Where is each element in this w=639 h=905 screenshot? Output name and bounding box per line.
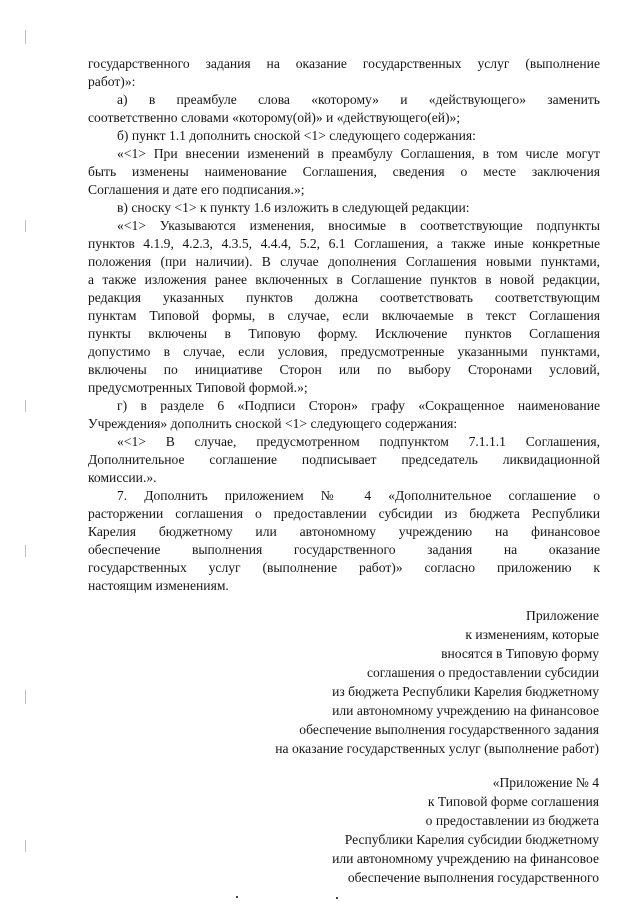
body-line: Учреждения» дополнить сноской <1> следующего содержания: (88, 416, 458, 431)
body-line: включены по инициативе Сторон или по выбору Сторонами условий, (88, 362, 600, 377)
appendix-line: обеспечение выполнения государственного задания (299, 722, 599, 737)
scan-artifact (236, 896, 238, 898)
appendix-line: Приложение (526, 608, 599, 623)
appendix4-line: обеспечение выполнения государственного (347, 870, 599, 885)
body-line: пункты включены в Типовую форму. Исключение пунктов Соглашения (88, 326, 600, 341)
body-line: г) в разделе 6 «Подписи Сторон» графу «Сокращенное наименование (117, 398, 600, 413)
appendix4-line: о предоставлении из бюджета (425, 813, 599, 828)
scan-artifact (336, 897, 338, 899)
appendix-line: из бюджета Республики Карелия бюджетному (332, 684, 599, 699)
appendix4-line: или автономному учреждению на финансовое (332, 851, 599, 866)
appendix4-line: к Типовой форме соглашения (427, 794, 599, 809)
body-line: расторжении соглашения о предоставлении субсидии из бюджета Республики (88, 506, 600, 521)
body-line: допустимо в случае, если условия, предусмотренные указанными пунктами, (88, 344, 600, 359)
appendix-line: соглашения о предоставлении субсидии (366, 665, 599, 680)
body-line: быть изменены наименование Соглашения, сведения о месте заключения (88, 164, 600, 179)
appendix-line: или автономному учреждению на финансовое (332, 703, 599, 718)
appendix-line: на оказание государственных услуг (выполнение работ) (275, 741, 599, 756)
appendix4-line: Республики Карелия субсидии бюджетному (344, 832, 599, 847)
body-line: «<1> В случае, предусмотренном подпунктом 7.1.1.1 Соглашения, (117, 434, 600, 449)
body-line: предусмотренных Типовой формой.»; (88, 380, 308, 395)
scan-artifact (25, 690, 26, 704)
appendix-line: вносятся в Типовую форму (441, 646, 599, 661)
body-line: 7. Дополнить приложением № 4 «Дополнительное соглашение о (117, 488, 600, 503)
body-line: государственных услуг (выполнение работ)» согласно приложению к (88, 560, 600, 575)
appendix4-line: «Приложение № 4 (492, 775, 599, 790)
scan-artifact (25, 30, 26, 44)
body-line: пунктам Типовой формы, в случае, если включаемые в текст Соглашения (88, 308, 600, 323)
body-line: пунктов 4.1.9, 4.2.3, 4.3.5, 4.4.4, 5.2, 6.1 Соглашения, а также иные конкретные (88, 236, 600, 251)
body-line: работ)»: (88, 74, 136, 89)
body-line: обеспечение выполнения государственного задания на оказание (88, 542, 600, 557)
body-line: а также изложения ранее включенных в Соглашение пунктов в новой редакции, (88, 272, 600, 287)
body-line: а) в преамбуле слова «которому» и «действующего» заменить (117, 92, 600, 107)
body-line: комиссии.». (88, 470, 157, 485)
body-line: «<1> Указываются изменения, вносимые в соответствующие подпункты (117, 218, 600, 233)
appendix-line: к изменениям, которые (465, 627, 599, 642)
body-line: «<1> При внесении изменений в преамбулу Соглашения, в том числе могут (117, 146, 600, 161)
body-line: соответственно словами «которому(ой)» и «действующего(ей)»; (88, 110, 461, 125)
body-line: в) сноску <1> к пункту 1.6 изложить в следующей редакции: (117, 200, 470, 215)
body-line: редакция указанных пунктов должна соответствовать соответствующим (88, 290, 600, 305)
body-line: б) пункт 1.1 дополнить сноской <1> следующего содержания: (117, 128, 476, 143)
body-line: государственного задания на оказание государственных услуг (выполнение (88, 56, 600, 71)
body-line: положения (при наличии). В случае дополнения Соглашения новыми пунктами, (88, 254, 600, 269)
body-line: Дополнительное соглашение подписывает председатель ликвидационной (88, 452, 600, 467)
scan-artifact (25, 220, 26, 232)
body-line: Карелия бюджетному или автономному учреждению на финансовое (88, 524, 600, 539)
body-line: настоящим изменениям. (88, 578, 229, 593)
scan-artifact (25, 840, 26, 852)
scan-artifact (25, 545, 26, 557)
scan-artifact (25, 400, 26, 412)
body-line: Соглашения и дате его подписания.»; (88, 182, 305, 197)
